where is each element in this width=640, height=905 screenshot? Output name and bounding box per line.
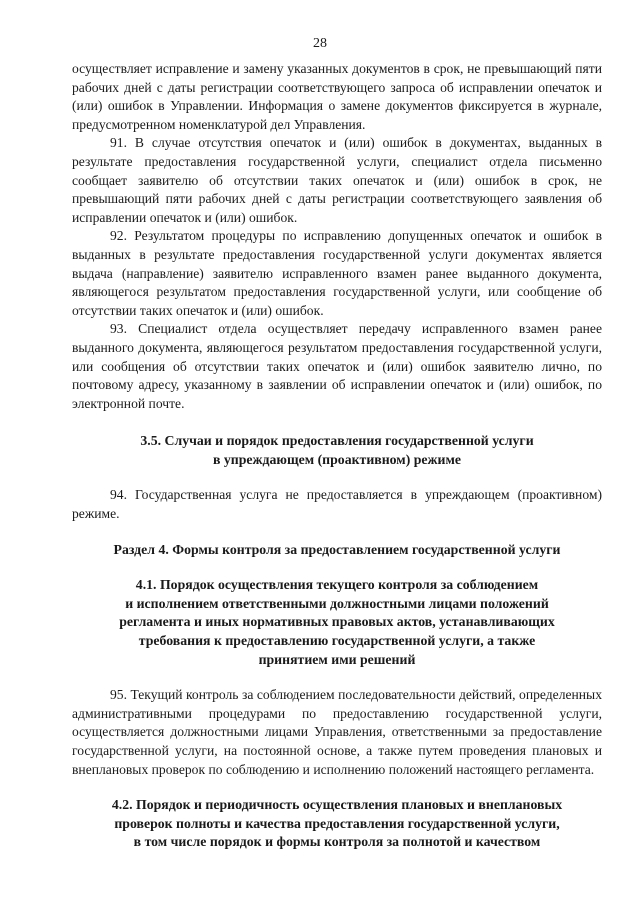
heading-4-1-line-2: и исполнением ответственными должностными лицами положений [125,595,549,611]
heading-4-2-line-2: проверок полноты и качества предоставления государственной услуги, [114,815,560,831]
page-number: 28 [313,36,327,51]
heading-4-2-line-3: в том числе порядок и формы контроля за полнотой и качеством [133,834,541,850]
paragraph-95: 95. Текущий контроль за соблюдением последовательности действий, определенных административными процедурами по предоставлению государственной услуги, осуществляется должностными лицами Управления, ответственными за предоставление государственной услуги, на постоянной основе, а также путем проведения плановых и внеплановых проверок по соблюдению и исполнению положений настоящего регламента. [72,687,602,777]
heading-4-2 [72,796,602,852]
heading-4-1 [72,576,602,669]
heading-3-5-line-2: в упреждающем (проактивном) режиме [212,451,462,467]
heading-3-5-line-1: 3.5. Случаи и порядок предоставления государственной услуги [140,433,534,449]
paragraph-93: 93. Специалист отдела осуществляет передачу исправленного взамен ранее выданного документа, являющегося результатом предоставления государственной услуги, или сообщения об отсутствии таких опечаток и (или) ошибок заявителю лично, по почтовому адресу, указанному в заявлении об исправлении опечаток и (или) ошибок, по электронной почте. [72,321,602,411]
heading-4-1-line-1: 4.1. Порядок осуществления текущего контроля за соблюдением [135,577,539,593]
heading-4-2-line-1: 4.2. Порядок и периодичность осуществления плановых и внеплановых [111,797,563,813]
paragraph-91: 91. В случае отсутствия опечаток и (или) ошибок в документах, выданных в результате предоставления государственной услуги, специалист отдела письменно сообщает заявителю об отсутствии таких опечаток и (или) ошибок в срок, не превышающий пяти рабочих дней с даты регистрации соответствующего заявления об исправлении опечаток и (или) ошибок. [72,135,602,225]
heading-4-1-line-3: регламента и иных нормативных правовых актов, устанавливающих [119,614,555,630]
page-body [72,60,602,852]
paragraph-92: 92. Результатом процедуры по исправлению допущенных опечаток и ошибок в выданных в результате предоставления государственной услуги документах является выдача (направление) заявителю исправленного взамен ранее выданного документа, являющегося результатом предоставления государственной услуги, или сообщение об отсутствии таких опечаток и (или) ошибок. [72,228,602,318]
heading-3-5 [72,432,602,469]
heading-section-4: Раздел 4. Формы контроля за предоставлением государственной услуги [113,541,561,557]
paragraph-continuation: осуществляет исправление и замену указанных документов в срок, не превышающий пяти рабочих дней с даты регистрации соответствующего запроса об исправлении опечаток и (или) ошибок в Управлении. Информация о замене документов фиксируется в журнале, предусмотренном номенклатурой дел Управления. [72,61,602,132]
paragraph-94: 94. Государственная услуга не предоставляется в упреждающем (проактивном) режиме. [72,487,602,522]
heading-4-1-line-4: требования к предоставлению государственной услуги, а также [138,633,536,649]
heading-4-1-line-5: принятием ими решений [258,651,416,667]
